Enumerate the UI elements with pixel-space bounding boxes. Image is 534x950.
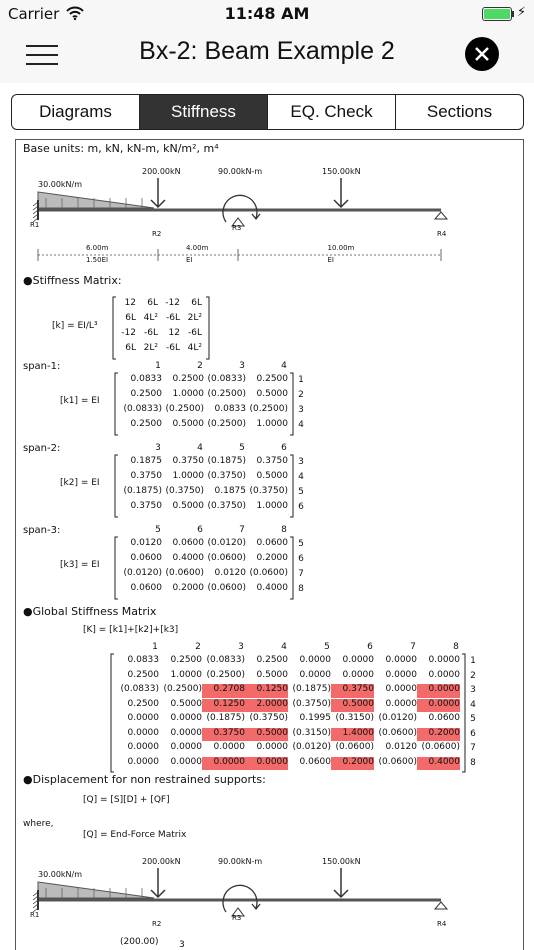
row-index: 6: [298, 554, 304, 564]
matrix-cell: 0.3750: [331, 684, 374, 698]
tab-eq-check[interactable]: EQ. Check: [267, 95, 395, 129]
point-load-2-label: 150.00kN: [322, 167, 361, 176]
matrix-cell: (0.0120): [378, 713, 417, 723]
support-label-r2: R2: [152, 920, 162, 928]
column-index: 1: [152, 642, 158, 652]
matrix-cell: (0.3750): [165, 486, 204, 496]
k-symbolic-cell: 12: [168, 328, 180, 338]
matrix-cell: (0.3750): [207, 501, 246, 511]
support-label-r3: R3: [232, 224, 242, 232]
row-index: 5: [298, 539, 304, 549]
matrix-cell: 0.0000: [428, 669, 460, 680]
row-index: 4: [298, 420, 304, 430]
k-symbolic-cell: 6L: [191, 298, 202, 308]
matrix-cell: 0.0000: [170, 727, 202, 738]
matrix-cell: 1.0000: [172, 471, 204, 481]
matrix-cell: 0.0000: [342, 655, 374, 665]
matrix-cell: 0.1875: [130, 456, 162, 466]
support-label-r2: R2: [152, 230, 162, 238]
matrix-cell: (0.0833): [120, 684, 159, 694]
matrix-cell: (0.3750): [249, 486, 288, 496]
matrix-cell: 0.0000: [213, 742, 245, 752]
column-index: 8: [453, 642, 459, 652]
matrix-cell: (0.0600): [165, 568, 204, 578]
battery-tip: [512, 11, 514, 17]
segmented-tabs: [11, 94, 524, 130]
matrix-cell: 0.3750: [256, 456, 288, 466]
matrix-cell: (0.1875): [123, 486, 162, 496]
matrix-cell: 0.0000: [385, 698, 417, 709]
column-index: 6: [197, 525, 203, 535]
matrix-cell: (0.2500): [207, 419, 246, 429]
matrix-cell: 0.0000: [170, 742, 202, 752]
matrix-cell: 0.1875: [214, 486, 246, 496]
matrix-cell: 0.0000: [202, 757, 245, 771]
beam-svg: [16, 830, 524, 950]
span-matrix-label-2: [k2] = EI: [60, 478, 100, 488]
support-label-r4: R4: [437, 920, 447, 928]
matrix-cell: (0.0600): [335, 742, 374, 752]
matrix-cell: (0.0600): [207, 553, 246, 563]
matrix-cell: 1.0000: [170, 669, 202, 680]
column-index: 2: [197, 361, 203, 371]
matrix-cell: (0.0120): [123, 568, 162, 578]
matrix-cell: 0.0000: [385, 655, 417, 665]
matrix-cell: (0.3150): [292, 727, 331, 738]
span-matrix-label-1: [k1] = EI: [60, 396, 100, 406]
row-index: 6: [470, 728, 476, 739]
matrix-cell: 0.3750: [172, 456, 204, 466]
matrix-cell: 0.3750: [130, 501, 162, 511]
matrix-cell: (0.2500): [163, 684, 202, 694]
matrix-cell: (0.0600): [249, 568, 288, 578]
span-heading-2: span-2:: [23, 443, 61, 454]
stiffness-document[interactable]: [15, 139, 524, 950]
matrix-cell: 0.4000: [256, 583, 288, 593]
k-symbolic-cell: 2L²: [143, 343, 158, 353]
matrix-cell: 0.0000: [385, 684, 417, 694]
matrix-cell: (0.2500): [165, 404, 204, 414]
matrix-cell: 0.0000: [170, 713, 202, 723]
matrix-cell: 0.5000: [172, 419, 204, 429]
matrix-cell: 0.2000: [172, 583, 204, 593]
point-load-1-label: 200.00kN: [142, 167, 181, 176]
span-length-1: 6.00m: [86, 244, 109, 252]
matrix-cell: 0.5000: [245, 728, 288, 742]
matrix-cell: 0.1250: [245, 684, 288, 698]
moment-label: 90.00kN-m: [218, 167, 263, 176]
matrix-cell: (0.1875): [292, 684, 331, 694]
row-index: 5: [298, 487, 304, 497]
span-ei-2: EI: [186, 256, 193, 264]
q-first-value: (200.00): [120, 937, 159, 947]
matrix-cell: 0.0000: [127, 742, 159, 752]
matrix-cell: 0.0000: [428, 655, 460, 665]
support-label-r1: R1: [30, 221, 40, 229]
row-index: 7: [470, 743, 476, 753]
displacement-equation: [Q] = [S][D] + [QF]: [83, 795, 170, 805]
matrix-cell: 0.4000: [417, 757, 460, 771]
matrix-cell: 0.4000: [172, 553, 204, 563]
point-load-1-label: 200.00kN: [142, 857, 181, 866]
matrix-cell: 0.0120: [130, 538, 162, 548]
matrix-cell: 0.2500: [256, 655, 288, 665]
k-symbolic-cell: 2L²: [187, 313, 202, 323]
matrix-cell: 0.2000: [331, 757, 374, 771]
matrix-cell: 0.0000: [299, 669, 331, 680]
row-index: 4: [470, 699, 476, 710]
matrix-cell: 0.0000: [342, 669, 374, 680]
span-length-3: 10.00m: [327, 244, 355, 252]
matrix-cell: (0.0120): [292, 742, 331, 752]
matrix-cell: 0.0600: [130, 583, 162, 593]
row-index: 8: [470, 757, 476, 768]
matrix-cell: 0.2500: [172, 374, 204, 384]
matrix-cell: 0.5000: [170, 698, 202, 709]
matrix-cell: 0.5000: [331, 699, 374, 713]
roller-support: [435, 902, 447, 909]
matrix-cell: 0.5000: [256, 389, 288, 399]
matrix-cell: 0.2500: [170, 655, 202, 665]
k-symbolic-cell: -6L: [144, 328, 158, 338]
matrix-cell: (0.2500): [207, 389, 246, 399]
matrix-cell: 0.0833: [214, 404, 246, 414]
page-title: Bx-2: Beam Example 2: [139, 37, 395, 65]
matrix-cell: (0.3750): [249, 713, 288, 723]
matrix-cell: 0.0600: [299, 756, 331, 767]
matrix-cell: 0.0833: [130, 374, 162, 384]
k-symbolic-cell: -6L: [166, 343, 180, 353]
matrix-cell: 0.0600: [130, 553, 162, 563]
column-index: 3: [239, 361, 245, 371]
global-formula: [K] = [k1]+[k2]+[k3]: [83, 625, 179, 635]
matrix-cell: 0.0000: [170, 756, 202, 767]
distributed-load: [38, 882, 154, 898]
matrix-cell: (0.3750): [207, 471, 246, 481]
matrix-cell: (0.0600): [378, 756, 417, 767]
matrix-cell: 0.0000: [127, 727, 159, 738]
matrix-cell: 0.2500: [130, 389, 162, 399]
matrix-cell: (0.0833): [207, 374, 246, 384]
k-symbolic-cell: -12: [165, 298, 180, 308]
matrix-cell: 0.2708: [202, 684, 245, 698]
row-index: 5: [470, 714, 476, 724]
matrix-cell: 0.0000: [299, 655, 331, 665]
moment-label: 90.00kN-m: [218, 857, 263, 866]
row-index: 3: [298, 405, 304, 415]
support-label-r3: R3: [232, 914, 242, 922]
matrix-cell: (0.1875): [207, 456, 246, 466]
column-index: 5: [155, 525, 161, 535]
matrix-cell: 0.2500: [127, 698, 159, 709]
carrier-label: Carrier: [8, 5, 60, 23]
matrix-cell: 1.4000: [331, 728, 374, 742]
span-length-2: 4.00m: [186, 244, 209, 252]
matrix-cell: 1.0000: [172, 389, 204, 399]
support-label-r1: R1: [30, 911, 40, 919]
column-index: 1: [155, 361, 161, 371]
matrix-cell: (0.2500): [206, 669, 245, 680]
tab-diagrams[interactable]: Diagrams: [39, 102, 112, 121]
matrix-cell: 0.5000: [256, 669, 288, 680]
span-matrix-label-3: [k3] = EI: [60, 560, 100, 570]
column-index: 4: [281, 361, 287, 371]
matrix-cell: 0.5000: [256, 471, 288, 481]
q-definition: [Q] = End-Force Matrix: [83, 830, 187, 840]
matrix-cell: 0.0000: [417, 699, 460, 713]
matrix-cell: 0.2500: [256, 374, 288, 384]
matrix-cell: 0.3750: [130, 471, 162, 481]
matrix-cell: 0.5000: [172, 501, 204, 511]
distributed-load-label: 30.00kN/m: [38, 870, 83, 879]
beam-diagram-2: [16, 140, 524, 950]
matrix-cell: 0.0120: [214, 568, 246, 578]
row-index: 2: [298, 390, 304, 400]
column-index: 6: [281, 443, 287, 453]
matrix-cell: (0.0600): [378, 727, 417, 738]
k-symbolic-cell: 6L: [125, 313, 136, 323]
k-symbolic-cell: 6L: [147, 298, 158, 308]
matrix-cell: 0.1250: [202, 699, 245, 713]
column-index: 5: [239, 443, 245, 453]
matrix-cell: 0.0000: [127, 713, 159, 723]
row-index: 3: [470, 685, 476, 695]
base-units: Base units: m, kN, kN-m, kN/m², m⁴: [23, 142, 219, 155]
support-label-r4: R4: [437, 230, 447, 238]
matrix-cell: 0.1995: [299, 713, 331, 723]
row-index: 1: [470, 656, 476, 666]
matrix-cell: 0.0000: [127, 756, 159, 767]
matrix-cell: 0.2000: [256, 553, 288, 563]
span-ei-3: EI: [327, 256, 334, 264]
matrix-cell: 0.0600: [428, 713, 460, 723]
matrix-cell: 0.0120: [385, 742, 417, 752]
matrix-cell: (0.0833): [123, 404, 162, 414]
k-symbolic-cell: 4L²: [187, 343, 202, 353]
k-symbolic-cell: -6L: [166, 313, 180, 323]
row-index: 1: [298, 375, 304, 385]
span-heading-3: span-3:: [23, 525, 61, 536]
column-index: 2: [195, 642, 201, 652]
charging-icon: ⚡: [517, 5, 527, 20]
k-formula-label: [k] = EI/L³: [52, 321, 98, 331]
k-symbolic-cell: 12: [124, 298, 136, 308]
column-index: 8: [281, 525, 287, 535]
matrix-cell: 1.0000: [256, 501, 288, 511]
matrix-cell: (0.3150): [335, 713, 374, 723]
column-index: 5: [324, 642, 330, 652]
status-bar: [0, 0, 534, 28]
battery-icon: [482, 7, 512, 21]
k-symbolic-cell: -12: [121, 328, 136, 338]
matrix-cell: 0.2500: [130, 419, 162, 429]
matrix-cell: (0.0600): [421, 742, 460, 752]
column-index: 3: [238, 642, 244, 652]
matrix-cell: 0.0000: [256, 742, 288, 752]
matrix-cell: 0.2500: [127, 669, 159, 680]
point-load-2-label: 150.00kN: [322, 857, 361, 866]
matrix-cell: (0.1875): [206, 713, 245, 723]
matrix-cell: 0.0600: [172, 538, 204, 548]
matrix-cell: 0.0833: [127, 655, 159, 665]
matrix-cell: (0.0120): [207, 538, 246, 548]
matrix-cell: 1.0000: [256, 419, 288, 429]
clock: 11:48 AM: [224, 4, 310, 23]
nav-header: [0, 28, 534, 83]
k-symbolic-cell: 6L: [125, 343, 136, 353]
column-index: 7: [239, 525, 245, 535]
column-index: 7: [410, 642, 416, 652]
k-symbolic-cell: -6L: [188, 328, 202, 338]
span-heading-1: span-1:: [23, 361, 61, 372]
row-index: 6: [298, 502, 304, 512]
k-symbolic-cell: 4L²: [143, 313, 158, 323]
displacement-heading: ●Displacement for non restrained supports:: [23, 773, 266, 786]
column-index: 6: [367, 642, 373, 652]
close-icon: [465, 37, 499, 71]
matrix-cell: 0.2000: [417, 728, 460, 742]
matrix-cell: 0.3750: [202, 728, 245, 742]
column-index: 3: [155, 443, 161, 453]
matrix-cell: 0.0600: [256, 538, 288, 548]
matrix-cell: 0.0000: [385, 669, 417, 680]
row-index: 2: [470, 670, 476, 681]
row-index: 8: [298, 584, 304, 594]
matrix-cell: (0.0600): [207, 583, 246, 593]
span-ei-1: 1.50EI: [86, 256, 109, 264]
where-label: where,: [23, 819, 54, 829]
matrix-cell: 0.0000: [417, 684, 460, 698]
matrix-cell: (0.3750): [292, 698, 331, 709]
q-first-index: 3: [179, 940, 185, 950]
matrix-cell: (0.2500): [249, 404, 288, 414]
global-heading: ●Global Stiffness Matrix: [23, 605, 157, 618]
matrix-cell: 2.0000: [245, 699, 288, 713]
close-button[interactable]: [465, 37, 499, 71]
column-index: 4: [281, 642, 287, 652]
row-index: 3: [298, 457, 304, 467]
matrix-cell: 0.0000: [245, 757, 288, 771]
row-index: 4: [298, 472, 304, 482]
column-index: 4: [197, 443, 203, 453]
distributed-load-label: 30.00kN/m: [38, 180, 83, 189]
matrix-cell: (0.0833): [206, 655, 245, 665]
tab-sections[interactable]: Sections: [395, 95, 523, 129]
row-index: 7: [298, 569, 304, 579]
tab-stiffness[interactable]: Stiffness: [139, 95, 267, 129]
stiffness-heading: ●Stiffness Matrix:: [23, 274, 122, 287]
